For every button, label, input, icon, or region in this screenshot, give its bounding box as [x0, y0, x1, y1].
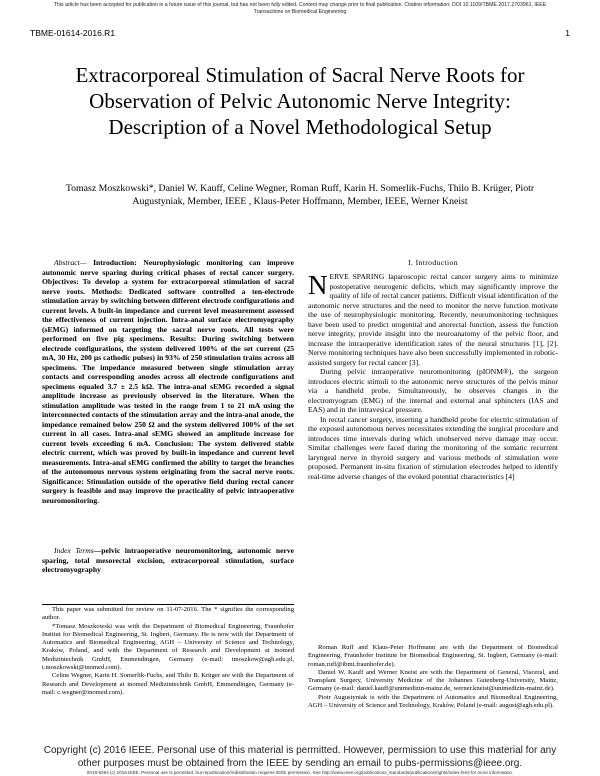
copyright-line1: Copyright (c) 2016 IEEE. Personal use of this material is permitted. However, permission to use this material for any — [43, 745, 557, 756]
author-list: Tomasz Moszkowski*, Daniel W. Kauff, Celine Wegner, Roman Ruff, Karin H. Somerlik-Fuchs, Thilo B. Krüger, Piotr Augustyniak, Member, IEEE , Klaus-Peter Hoffmann, Member, IEEE, Werner Kneist — [65, 183, 535, 207]
footnotes-right — [308, 644, 558, 710]
abstract — [42, 258, 294, 505]
copyright-line2: other purposes must be obtained from the IEEE by sending an email to pubs-permissions@ieee.org. — [77, 757, 523, 769]
abstract-text: Introduction: Neurophysiologic monitoring can improve autonomic nerve sparing during critical phases of rectal cancer surgery. Objectives: To develop a system for extracorporeal stimulation of sacral nerve roots. Methods: Dedicated software controlled a ten-electrode stimulation array by switching between different electrode configurations and current levels. A built-in impedance and current level measurement assessed the effectiveness of current injection. Intra-anal surface electromyography (sEMG) informed on targeting the sacral nerve roots. All tests were performed on five pig specimens. Results: During switching between electrode configurations, the system delivered 100% of the set current (25 mA, 30 Hz, 200 µs cathodic pulses) in 93% of 250 stimulation trains across all specimens. The impedance measured between single stimulation array contacts and corresponding anodes across all electrode configurations and specimens equaled 3.7 ± 2.5 kΩ. The intra-anal sEMG recorded a signal amplitude increase as previously observed in the literature. When the stimulation amplitude was tested in the range from 1 to 21 mA using the interconnected contacts of the stimulation array and the intra-anal anode, the impedance remained below 250 Ω and the system delivered 100% of the set current in all cases. Intra-anal sEMG showed an amplitude increase for current levels exceeding 6 mA. Conclusion: The system delivered stable electric current, which was proved by built-in impedance and current level measurements. Intra-anal sEMG confirmed the ability to target the branches of the autonomous nervous system originating from the sacral nerve roots. Significance: Stimulation outside of the operative field during rectal cancer surgery is feasible and may improve the practicality of pelvic intraoperative neuromonitoring. — [42, 258, 294, 505]
abstract-lead: Abstract— — [54, 258, 87, 267]
body-paragraph: In rectal cancer surgery, inserting a handheld probe for electric stimulation of the exposed autonomous nerves necessitates extending the surgical procedure and introduces time intervals during which unobserved nerve damage may occur. Similar challenges were faced during the monitoring of the somatic recurrent laryngeal nerve in thyroid surgery and various methods of stimulation were proposed. Permanent in-situ fixation of stimulation electrodes helped to identify real-time adverse changes of the evoked potential characteristics [4] — [308, 414, 558, 481]
footnote: Daniel W. Kauff and Werner Kneist are with the Department of General, Visceral, and Transplant Surgery, University Medicine of the Johannes Gutenberg-University, Mainz, Germany (e-mail: daniel.kauff@unimedizin-mainz.de, werner.kneist@unimedizin-mainz.de). — [308, 668, 558, 693]
footnotes-left — [42, 606, 294, 697]
manuscript-id: TBME-01614-2016.R1 — [30, 28, 116, 38]
copyright-notice — [0, 745, 600, 770]
accepted-notice-line2: Transactions on Biomedical Engineering — [253, 8, 347, 15]
accepted-notice-line1: This article has been accepted for publication in a future issue of this journal, but has not been fully edited. Content may change prior to final publication. Citation information: DOI 10.1109/TBME.2017.2703961, IEEE — [53, 2, 547, 8]
footnote: *Tomasz Moszkowski was with the Department of Biomedical Engineering, Fraunhofer Institut for Biomedical Engineering, St. Ingbert, Germany. He is now with the Department of Automatics and Biomedical Engineering, AGH – University of Science and Technology, Kraków, Poland, and with the Department of Research and Development at inomed Medizintechnik GmbH, Emmendingen, Germany (e-mail: tmoszkow@agh.edu.pl, t.moszkowski@inomed.com). — [42, 622, 294, 672]
page-number: 1 — [565, 28, 570, 38]
body-paragraph: During pelvic intraoperative neuromonitoring (pIONM®), the surgeon introduces electric stimuli to the autonomic nerve structures of the pelvis minor via a handheld probe. Simultaneously, he observes changes in the electromyogram (EMG) of the internal and external anal sphincters (IAS and EAS) and in the intravesical pressure. — [308, 367, 558, 415]
issn-footer: 0018-9294 (c) 2016 IEEE. Personal use is permitted, but republication/redistribution requires IEEE permission. See http://www.ieee.org/publications_standards/publications/rights/index.html for more information. — [86, 770, 514, 775]
paper-title: Extracorporeal Stimulation of Sacral Nerve Roots for Observation of Pelvic Autonomic Nerve Integrity: Description of a Novel Methodological Setup — [75, 63, 525, 139]
footnote: Roman Ruff and Klaus-Peter Hoffmann are with the Department of Biomedical Engineering, Fraunhofer Institute for Biomedical Engineering, St. Ingbert, Germany (e-mail: roman.ruff@ibmt.fraunhofer.de). — [308, 644, 558, 668]
footnote-divider — [42, 604, 294, 605]
index-terms — [42, 546, 294, 575]
introduction-body — [308, 272, 558, 481]
section-heading: I. Introduction — [408, 258, 458, 267]
footnote: Piotr Augustyniak is with the Department of Automatics and Biomedical Engineering, AGH – University of Science and Technology, Kraków, Poland (e-mail: august@agh.edu.pl). — [308, 693, 558, 710]
body-paragraph: ERVE SPARING laparoscopic rectal cancer surgery aims to minimize postoperative neurogenic deficits, which may significantly improve the quality of life of rectal cancer patients. Difficult visual identification of the autonomic nerve structures and the need to monitor the nerve function motivate the use of neurophysiologic monitoring. Recently, neuromonitoring techniques have been used to predict urogenital and anorectal function, assess the function nerve integrity, provide insight into the neuroanatomy of the pelvic floor, and increase the intraoperative identification rates of the neural structures [1], [2]. Nerve monitoring techniques have also been successfully implemented in robotic-assisted surgery for rectal cancer [3]. — [308, 272, 558, 367]
index-terms-lead: Index Terms — [54, 546, 94, 555]
footnote: Celine Wegner, Karin H. Somerlik-Fuchs, and Thilo B. Krüger are with the Department of Research and Development at inomed Medizintechnik GmbH, Emmendingen, Germany (e-mail: c.wegner@inomed.com). — [42, 672, 294, 696]
drop-cap: N — [308, 270, 328, 300]
accepted-notice — [6, 2, 594, 15]
index-terms-text: —pelvic intraoperative neuromonitoring, autonomic nerve sparing, total mesorectal excision, extracorporeal stimulation, surface electromyography — [42, 546, 294, 575]
footnote: This paper was submitted for review on 11-07-2016. The * signifies the corresponding author. — [42, 606, 294, 622]
